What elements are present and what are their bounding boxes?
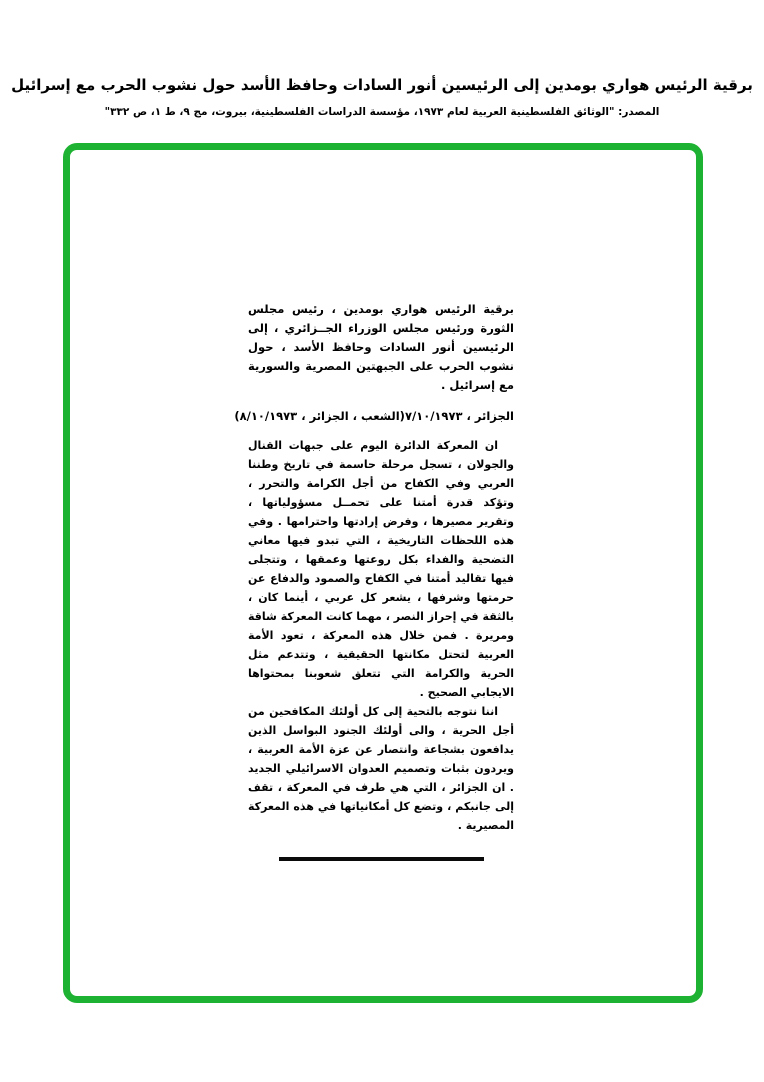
dateline-newspaper-citation: (الشعب ، الجزائر ، ٨/١٠/١٩٧٣) bbox=[234, 409, 405, 423]
dateline bbox=[234, 407, 514, 425]
body-paragraph: اننا نتوجه بالتحية إلى كل أولئك المكافحين من أجل الحرية ، والى أولئك الجنود البواسل الذين يدافعون بشجاعة وانتصار عن عزة الأمة العربية ، ويردون بثبات وتصميم العدوان الاسرائيلي الجديد . ان الجزائر ، التي هي طرف في المعركة ، تقف إلى جانبكم ، وتضع كل أمكانياتها في هذه المعركة المصيرية . bbox=[248, 705, 514, 832]
source-citation: المصدر: "الوثائق الفلسطينية العربية لعام ١٩٧٣، مؤسسة الدراسات الفلسطينية، بيروت، مج ٩، ط ١، ص ٣٣٢" bbox=[104, 106, 660, 118]
green-document-frame bbox=[63, 143, 703, 1003]
dateline-place-date: الجزائر ، ٧/١٠/١٩٧٣ bbox=[404, 409, 514, 423]
document-heading: برقية الرئيس هواري بومدين ، رئيس مجلس الثورة ورئيس مجلس الوزراء الجــزائري ، إلى الرئيسين أنور السادات وحافظ الأسد ، حول نشوب الحرب على الجبهتين المصرية والسورية مع إسرائيل . bbox=[248, 302, 514, 392]
scanned-document-text bbox=[234, 300, 514, 861]
body-paragraph: ان المعركة الدائرة اليوم على جبهات القنال والجولان ، تسجل مرحلة حاسمة في تاريخ وطننا العربي وفي الكفاح من أجل الكرامة والتحرر ، وتؤكد قدرة أمتنا على تحمــل مسؤولياتها ، وتقرير مصيرها ، وفرض إرادتها واحترامها . وفي هذه اللحظات التاريخية ، التي تبدو فيها معاني التضحية والفداء بكل روعتها وعمقها ، وتتجلى فيها تقاليد أمتنا في الكفاح والصمود والدفاع عن حرمتها وشرفها ، يشعر كل عربي ، أينما كان ، بالثقة في إحراز النصر ، مهما كانت المعركة شاقة ومريرة . فمن خلال هذه المعركة ، تعود الأمة العربية لتحتل مكانتها الحقيقية ، وتتدعم مثل الحرية والكرامة التي تتعلق شعوبنا بمحتواها الايجابي الصحيح . bbox=[248, 439, 514, 699]
page-title: برقية الرئيس هواري بومدين إلى الرئيسين أنور السادات وحافظ الأسد حول نشوب الحرب مع إسرائيل bbox=[11, 76, 753, 94]
divider-rule bbox=[279, 857, 484, 861]
